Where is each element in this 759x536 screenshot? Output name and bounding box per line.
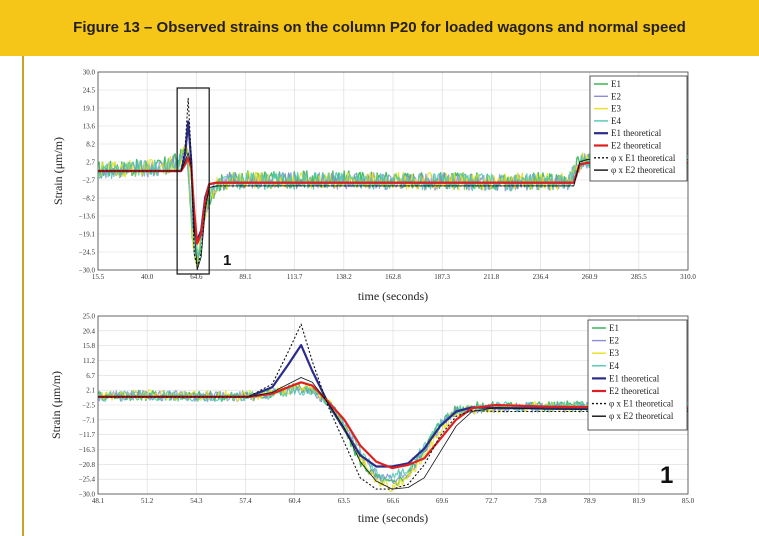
y-axis-label: Strain (μm/m) [51,136,65,206]
chart-panel-2 [49,313,695,526]
y-tick-label: 6.7 [86,371,95,380]
x-tick-label: 138.2 [335,273,352,281]
figure-title: Figure 13 – Observed strains on the column P20 for loaded wagons and normal speed [73,19,686,36]
x-tick-label: 162.8 [385,273,401,281]
y-tick-label: −11.7 [79,431,95,440]
x-tick-label: 48.1 [91,497,105,505]
y-tick-label: 30.0 [82,68,95,77]
y-tick-label: −7.1 [82,416,95,425]
x-tick-label: 54.3 [190,497,203,505]
legend-label: E2 [609,335,619,346]
legend-label: E4 [611,115,621,126]
y-tick-label: 8.2 [86,140,95,149]
legend-label: E1 theoretical [611,128,662,139]
x-tick-label: 40.0 [141,273,154,281]
chart-panel-1 [51,69,696,304]
legend-label: E4 [609,360,619,371]
legend-label: φ x E1 theoretical [609,398,674,409]
x-tick-label: 236.4 [532,273,549,281]
y-tick-label: −30.0 [78,490,95,499]
x-tick-label: 69.6 [436,497,449,505]
y-tick-label: 20.4 [82,327,95,336]
legend-label: φ x E2 theoretical [611,165,676,176]
y-tick-label: −2.5 [82,401,95,410]
x-tick-label: 285.5 [630,273,647,281]
y-tick-label: −8.2 [82,194,95,203]
x-tick-label: 187.3 [434,273,451,281]
x-tick-label: 113.7 [286,273,303,281]
y-tick-label: −2.7 [82,176,95,185]
x-tick-label: 66.6 [386,497,400,505]
y-tick-label: 19.1 [82,104,95,113]
callout-label: 1 [223,252,232,269]
legend-label: φ x E1 theoretical [611,152,676,163]
x-tick-label: 72.7 [485,497,498,505]
x-tick-label: 63.5 [337,497,350,505]
x-tick-label: 85.0 [681,497,695,505]
y-tick-label: 24.5 [82,86,95,95]
x-tick-label: 78.9 [583,497,596,505]
x-tick-label: 57.4 [239,497,252,505]
y-tick-label: −24.5 [78,248,95,257]
callout-label: 1 [660,462,674,489]
legend-label: E1 theoretical [609,373,660,384]
legend-label: E1 [609,323,619,333]
x-axis-label: time (seconds) [357,289,429,303]
x-tick-label: 89.1 [239,273,252,281]
y-tick-label: −13.6 [78,212,95,221]
y-tick-label: 2.7 [86,158,95,167]
legend-label: E3 [609,348,619,359]
x-tick-label: 310.0 [680,273,696,281]
y-tick-label: −16.3 [78,446,95,454]
y-tick-label: 11.2 [83,357,95,365]
y-tick-label: −25.4 [78,475,95,484]
y-axis-label: Strain (μm/m) [49,370,63,440]
x-axis-label: time (seconds) [357,511,429,525]
legend-label: E3 [611,103,621,114]
legend-label: φ x E2 theoretical [609,411,674,422]
y-tick-label: −30.0 [78,266,95,275]
y-tick-label: −19.1 [78,230,95,239]
legend-label: E2 [611,91,621,102]
x-tick-label: 15.5 [91,273,105,281]
x-tick-label: 75.8 [534,497,547,505]
x-tick-label: 211.8 [483,273,500,281]
legend [588,320,687,430]
x-tick-label: 51.2 [141,497,154,505]
x-tick-label: 260.9 [581,273,598,281]
y-tick-label: 2.1 [86,386,95,395]
x-tick-label: 81.9 [632,497,645,505]
legend-label: E1 [611,79,621,89]
legend [590,76,687,181]
y-tick-label: 25.0 [82,312,95,321]
x-tick-label: 60.4 [288,497,301,505]
legend-label: E2 theoretical [611,140,662,151]
legend-label: E2 theoretical [609,386,660,396]
x-tick-label: 64.6 [190,273,203,281]
y-tick-label: 13.6 [82,122,95,131]
y-tick-label: 15.8 [82,342,95,351]
y-tick-label: −20.8 [78,460,95,469]
